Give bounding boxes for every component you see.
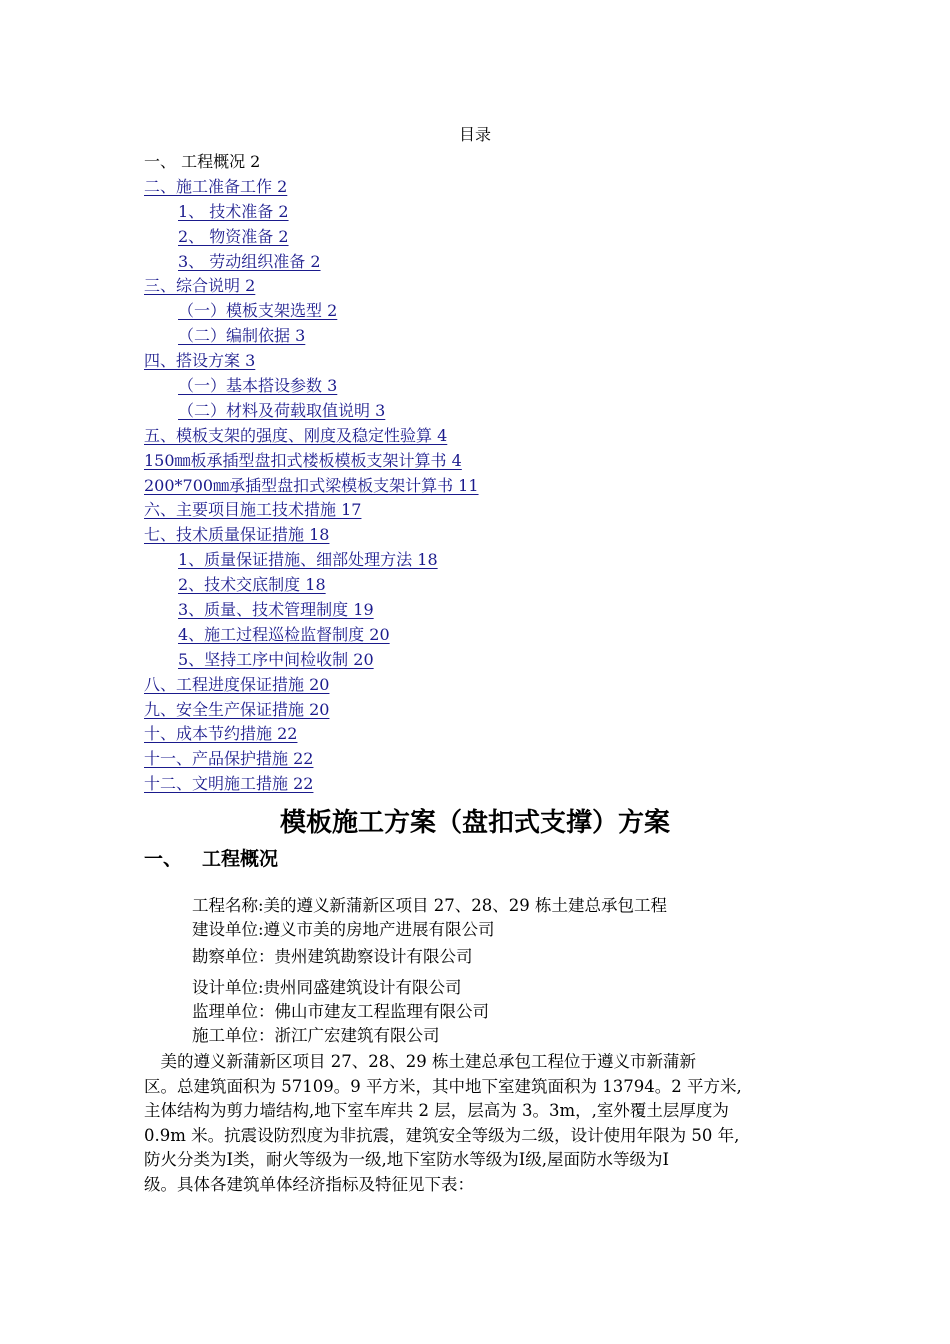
toc-link[interactable]: 十二、文明施工措施 22 — [144, 774, 314, 794]
toc-link[interactable]: 4、施工过程巡检监督制度 20 — [178, 624, 390, 644]
toc-title: 目录 — [458, 125, 491, 144]
toc-link[interactable]: （二）编制依据 3 — [178, 326, 306, 346]
toc-link[interactable]: 3、 劳动组织准备 2 — [178, 251, 321, 271]
toc-link[interactable]: 五、模板支架的强度、刚度及稳定性验算 4 — [144, 425, 448, 445]
toc-link[interactable]: 1、 技术准备 2 — [178, 201, 289, 221]
paragraph-line: 主体结构为剪力墙结构,地下室车库共 2 层，层高为 3。3m，,室外覆土层厚度为 — [144, 1101, 729, 1121]
toc-link[interactable]: 2、技术交底制度 18 — [178, 575, 326, 595]
toc-link[interactable]: （二）材料及荷载取值说明 3 — [178, 400, 386, 420]
toc-link[interactable]: （一）模板支架选型 2 — [178, 301, 338, 321]
supervision-unit: 监理单位：佛山市建友工程监理有限公司 — [192, 1002, 489, 1021]
toc-link[interactable]: 3、质量、技术管理制度 19 — [178, 600, 374, 620]
toc-link[interactable]: 八、工程进度保证措施 20 — [144, 674, 330, 694]
toc-link[interactable]: 七、技术质量保证措施 18 — [144, 525, 330, 545]
table-of-contents — [144, 150, 844, 797]
paragraph-line: 区。总建筑面积为 57109。9 平方米，其中地下室建筑面积为 13794。2 平方米, — [144, 1076, 742, 1096]
document-title: 模板施工方案（盘扣式支撑）方案 — [279, 808, 670, 838]
contractor-unit: 施工单位：浙江广宏建筑有限公司 — [192, 1026, 440, 1045]
paragraph-line: 0.9m 米。抗震设防烈度为非抗震，建筑安全等级为二级，设计使用年限为 50 年, — [144, 1125, 740, 1145]
toc-link[interactable]: 九、安全生产保证措施 20 — [144, 699, 330, 719]
section-heading — [144, 844, 278, 874]
toc-link[interactable]: 2、 物资准备 2 — [178, 226, 289, 246]
toc-link[interactable]: 5、坚持工序中间检收制 20 — [178, 649, 374, 669]
section-title: 工程概况 — [202, 848, 279, 870]
overview-paragraph — [144, 1050, 820, 1198]
design-unit: 设计单位:贵州同盛建筑设计有限公司 — [192, 978, 462, 997]
toc-entry: 一、 工程概况 2 — [144, 152, 261, 171]
construction-unit: 建设单位:遵义市美的房地产进展有限公司 — [192, 920, 495, 939]
paragraph-line: 防火分类为Ⅰ类，耐火等级为一级,地下室防水等级为Ⅰ级,屋面防水等级为Ⅰ — [144, 1150, 670, 1170]
toc-link[interactable]: 十一、产品保护措施 22 — [144, 749, 314, 769]
paragraph-line: 美的遵义新蒲新区项目 27、28、29 栋土建总承包工程位于遵义市新蒲新 — [144, 1052, 696, 1071]
toc-link[interactable]: 十、成本节约措施 22 — [144, 724, 298, 744]
toc-link[interactable]: 三、综合说明 2 — [144, 276, 256, 296]
project-name: 工程名称:美的遵义新蒲新区项目 27、28、29 栋土建总承包工程 — [192, 896, 668, 915]
paragraph-line: 级。具体各建筑单体经济指标及特征见下表： — [144, 1174, 474, 1194]
toc-link[interactable]: 150㎜板承插型盘扣式楼板模板支架计算书 4 — [144, 450, 462, 470]
toc-link[interactable]: 200*700㎜承插型盘扣式梁模板支架计算书 11 — [144, 475, 479, 495]
toc-link[interactable]: 1、质量保证措施、细部处理方法 18 — [178, 550, 438, 570]
toc-link[interactable]: 四、搭设方案 3 — [144, 351, 256, 371]
toc-link[interactable]: （一）基本搭设参数 3 — [178, 376, 338, 396]
section-number: 一、 — [144, 848, 183, 870]
survey-unit: 勘察单位：贵州建筑勘察设计有限公司 — [192, 947, 473, 966]
toc-link[interactable]: 二、施工准备工作 2 — [144, 176, 288, 196]
toc-link[interactable]: 六、主要项目施工技术措施 17 — [144, 500, 362, 520]
